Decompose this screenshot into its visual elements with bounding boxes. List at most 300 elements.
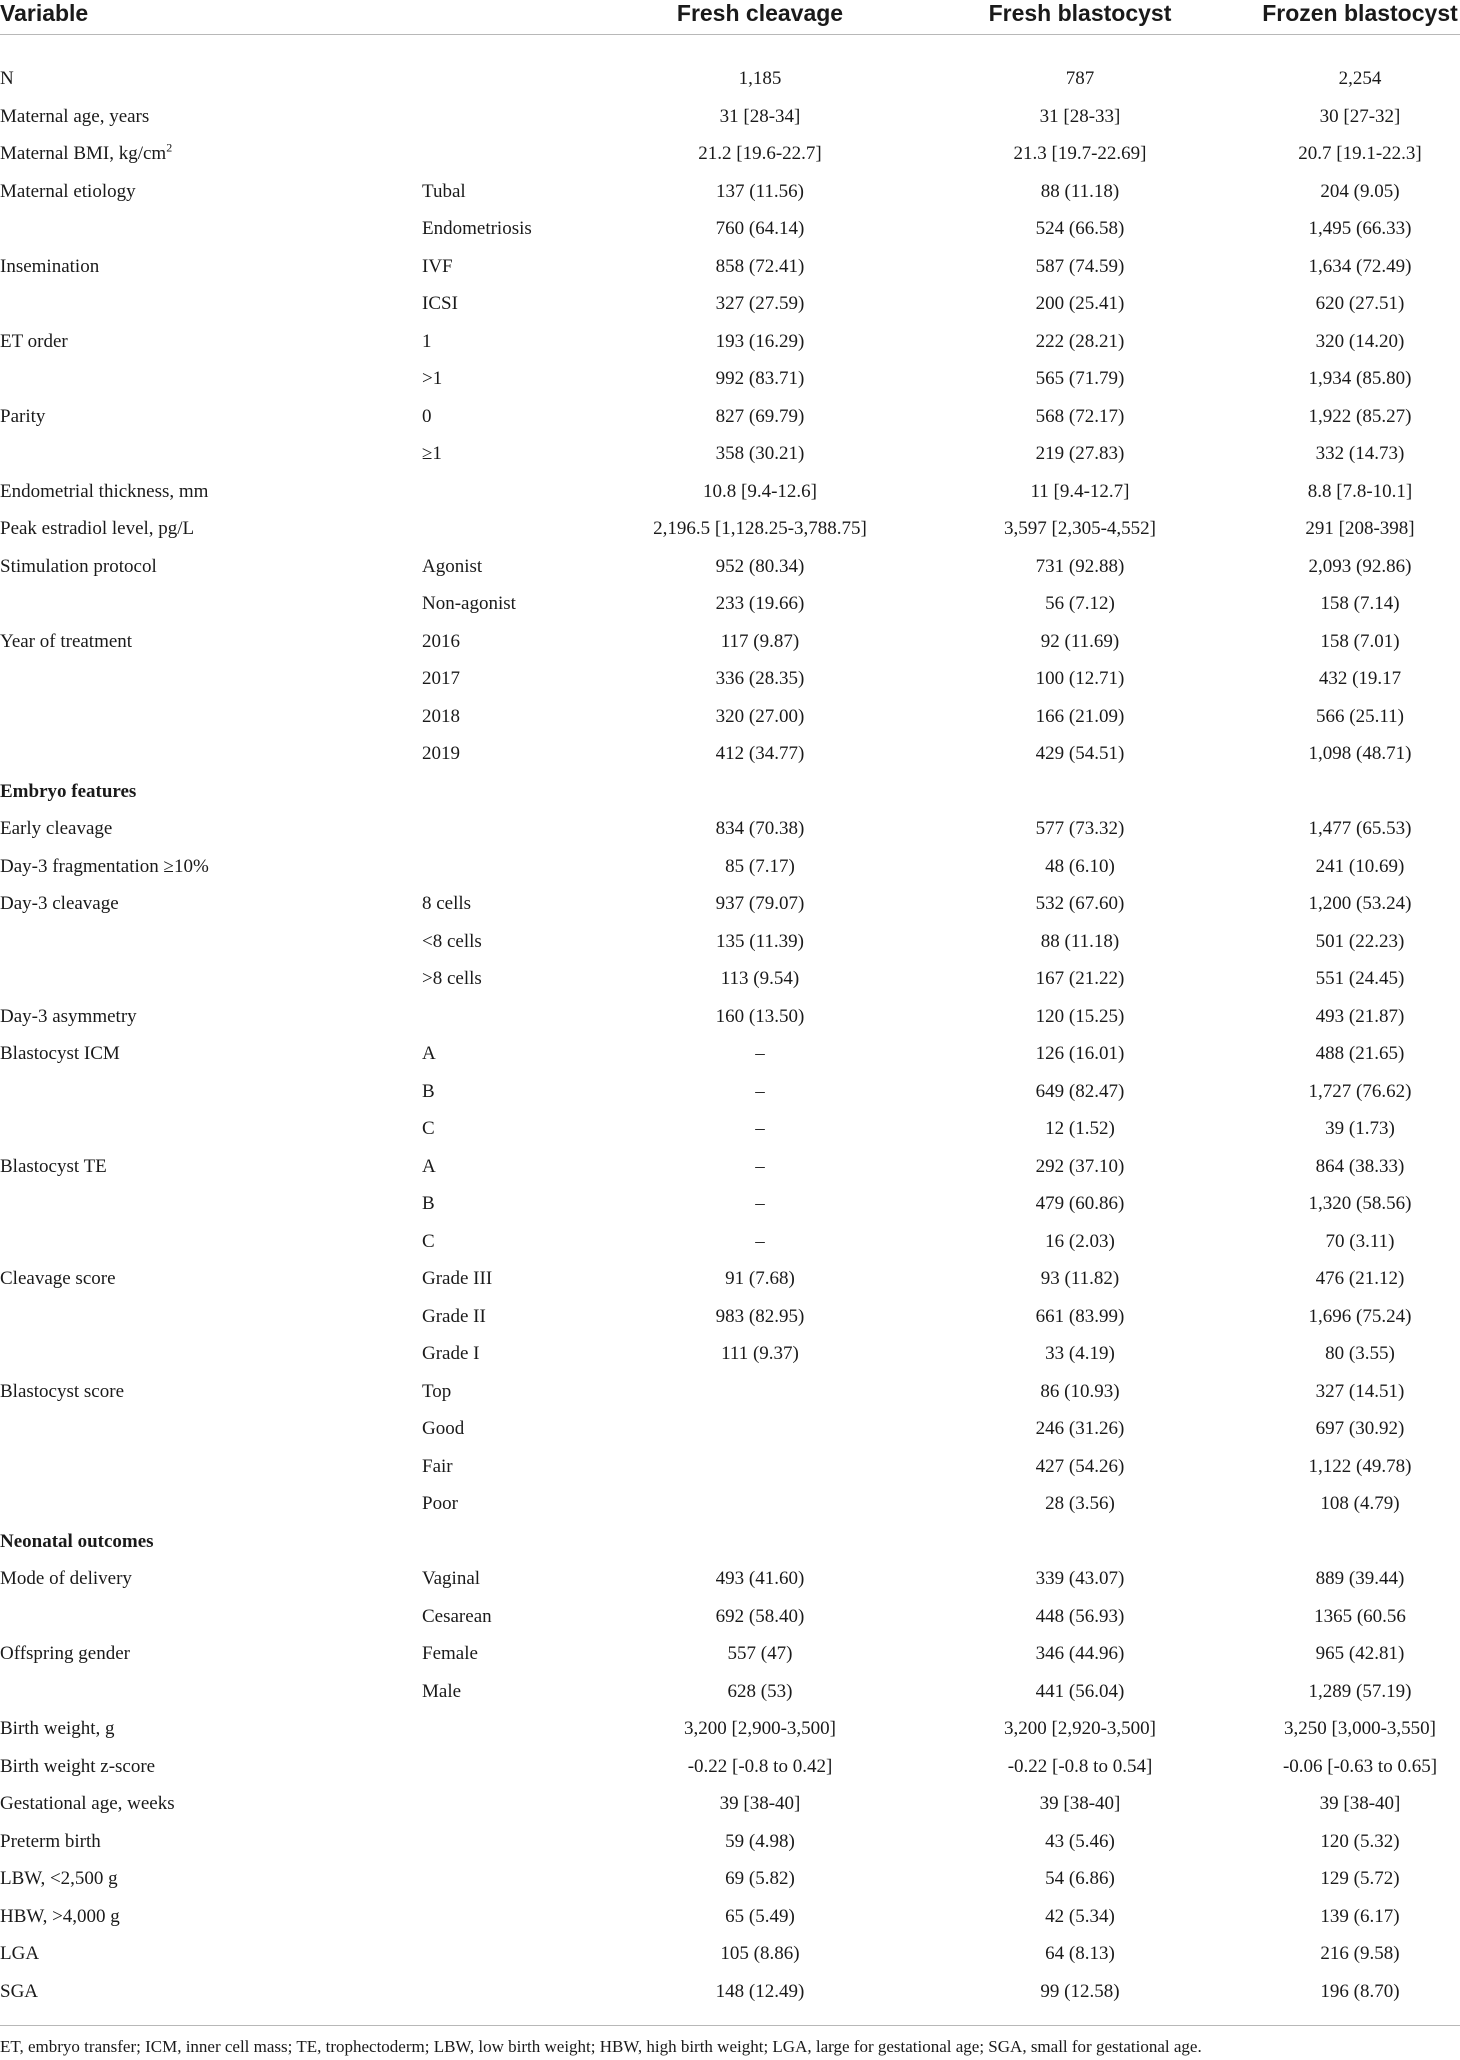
cell-frozen-blastocyst-text: 1,934 (85.80): [1308, 368, 1412, 389]
cell-fresh-blastocyst: [880, 289, 1280, 319]
cell-fresh-blastocyst-text: 126 (16.01): [1035, 1043, 1125, 1064]
cell-variable-text: Blastocyst ICM: [0, 1043, 120, 1064]
cell-frozen-blastocyst: [1230, 252, 1460, 282]
cell-variable-text: Early cleavage: [0, 818, 113, 839]
cell-level: [422, 664, 460, 694]
cell-frozen-blastocyst: [1230, 852, 1460, 882]
cell-variable-text: Maternal BMI, kg/cm: [0, 143, 167, 164]
table-row: [0, 1677, 1460, 1715]
section-header-row: [0, 1527, 1460, 1565]
cell-fresh-blastocyst-text: 99 (12.58): [1040, 1980, 1120, 2002]
cell-frozen-blastocyst: [1230, 1264, 1460, 1294]
cell-frozen-blastocyst: [1230, 1602, 1460, 1632]
cell-frozen-blastocyst-text: 488 (21.65): [1315, 1043, 1405, 1064]
cell-frozen-blastocyst-text: 216 (9.58): [1320, 1943, 1400, 1964]
cell-frozen-blastocyst: [1230, 177, 1460, 207]
cell-fresh-blastocyst-text: 577 (73.32): [1035, 818, 1125, 839]
cell-frozen-blastocyst-text: 1,122 (49.78): [1308, 1455, 1412, 1477]
cell-fresh-blastocyst-text: 100 (12.71): [1035, 668, 1125, 689]
cell-level: [422, 552, 482, 582]
cell-fresh-blastocyst-text: 31 [28-33]: [1039, 105, 1121, 127]
cell-fresh-blastocyst: [880, 1227, 1280, 1257]
table-row: [0, 1564, 1460, 1602]
cell-fresh-cleavage-text: -0.22 [-0.8 to 0.42]: [687, 1755, 833, 1777]
cell-fresh-cleavage-text: –: [755, 1118, 765, 1139]
cell-frozen-blastocyst: [1230, 1827, 1460, 1857]
table-row: [0, 364, 1460, 402]
cell-fresh-cleavage-text: 937 (79.07): [715, 893, 805, 914]
cell-fresh-cleavage-text: 327 (27.59): [715, 293, 805, 314]
cell-frozen-blastocyst-text: 1,696 (75.24): [1308, 1305, 1412, 1327]
cell-frozen-blastocyst-text: 1,495 (66.33): [1308, 218, 1412, 239]
cell-frozen-blastocyst-text: 1,289 (57.19): [1308, 1680, 1412, 1702]
cell-fresh-cleavage-text: –: [755, 1155, 765, 1177]
cell-fresh-blastocyst: [880, 1377, 1280, 1407]
cell-variable-text: Maternal age, years: [0, 105, 150, 127]
cell-frozen-blastocyst-text: 327 (14.51): [1315, 1380, 1405, 1402]
cell-fresh-blastocyst: [880, 139, 1280, 169]
cell-variable: [0, 327, 68, 357]
cell-fresh-cleavage-text: 160 (13.50): [715, 1005, 805, 1027]
cell-fresh-blastocyst: [880, 1564, 1280, 1594]
cell-fresh-cleavage-text: 233 (19.66): [715, 593, 805, 614]
table-row: [0, 1227, 1460, 1265]
cell-fresh-blastocyst: [880, 214, 1280, 244]
cell-level: [422, 439, 442, 469]
cell-level: [422, 402, 432, 432]
cell-variable-text: Day-3 fragmentation ≥10%: [0, 855, 209, 877]
table-body: [0, 64, 1460, 2014]
cell-fresh-blastocyst: [880, 664, 1280, 694]
cell-level-text: Grade II: [422, 1305, 486, 1327]
cell-frozen-blastocyst: [1230, 1189, 1460, 1219]
cell-fresh-blastocyst: [880, 627, 1280, 657]
cell-fresh-cleavage-text: 65 (5.49): [725, 1905, 795, 1927]
cell-fresh-blastocyst-text: -0.22 [-0.8 to 0.54]: [1007, 1755, 1153, 1777]
cell-variable-text: Mode of delivery: [0, 1568, 132, 1589]
cell-level: [422, 252, 453, 282]
cell-frozen-blastocyst: [1230, 1302, 1460, 1332]
cell-fresh-cleavage-text: 137 (11.56): [716, 180, 804, 202]
cell-fresh-blastocyst: [880, 252, 1280, 282]
cell-frozen-blastocyst: [1230, 1452, 1460, 1482]
table-row: [0, 1939, 1460, 1977]
cell-variable: [0, 777, 136, 807]
cell-frozen-blastocyst: [1230, 1339, 1460, 1369]
table-row: [0, 252, 1460, 290]
cell-level: [422, 327, 432, 357]
cell-frozen-blastocyst-text: 8.8 [7.8-10.1]: [1307, 480, 1413, 502]
cell-frozen-blastocyst: [1230, 1564, 1460, 1594]
cell-fresh-blastocyst: [880, 964, 1280, 994]
cell-fresh-blastocyst-text: 64 (8.13): [1045, 1943, 1115, 1964]
cell-frozen-blastocyst-text: 551 (24.45): [1315, 968, 1405, 989]
cell-frozen-blastocyst-text: 120 (5.32): [1320, 1830, 1400, 1852]
cell-level-text: Vaginal: [422, 1568, 481, 1589]
cell-fresh-blastocyst-text: 166 (21.09): [1035, 705, 1125, 727]
cell-fresh-blastocyst: [880, 1452, 1280, 1482]
cell-fresh-cleavage-text: 148 (12.49): [715, 1980, 805, 2002]
cell-variable: [0, 102, 149, 132]
cell-variable-text: Blastocyst score: [0, 1380, 125, 1402]
cell-fresh-cleavage-text: 1,185: [738, 68, 782, 89]
cell-variable: [0, 814, 112, 844]
cell-level: [422, 1377, 451, 1407]
cell-variable-text: Preterm birth: [0, 1830, 101, 1852]
cell-frozen-blastocyst: [1230, 1114, 1460, 1144]
cell-level-text: Cesarean: [422, 1605, 492, 1627]
cell-fresh-blastocyst: [880, 64, 1280, 94]
cell-fresh-blastocyst-text: 12 (1.52): [1045, 1118, 1115, 1139]
cell-fresh-blastocyst: [880, 1902, 1280, 1932]
cell-frozen-blastocyst: [1230, 214, 1460, 244]
cell-fresh-cleavage-text: 113 (9.54): [720, 968, 800, 989]
cell-level-text: 2018: [422, 705, 460, 727]
cell-fresh-cleavage-text: 10.8 [9.4-12.6]: [703, 480, 817, 502]
header-fresh-blastocyst: Fresh blastocyst: [988, 0, 1172, 26]
cell-variable-text: ET order: [0, 330, 68, 352]
cell-level-text: 2017: [422, 668, 460, 689]
cell-fresh-cleavage-text: 760 (64.14): [715, 218, 805, 239]
header-frozen-blastocyst: Frozen blastocyst: [1262, 0, 1458, 26]
cell-fresh-blastocyst-text: 93 (11.82): [1040, 1268, 1120, 1289]
cell-frozen-blastocyst: [1230, 477, 1460, 507]
cell-fresh-blastocyst-text: 11 [9.4-12.7]: [1030, 480, 1130, 502]
table-row: [0, 139, 1460, 177]
cell-fresh-cleavage-text: –: [755, 1193, 765, 1214]
cell-fresh-cleavage-text: 412 (34.77): [715, 743, 805, 764]
cell-variable-text: Parity: [0, 405, 46, 427]
cell-level: [422, 1189, 435, 1219]
cell-level-text: <8 cells: [422, 930, 482, 952]
cell-frozen-blastocyst-text: 566 (25.11): [1316, 705, 1404, 727]
cell-fresh-blastocyst-text: 731 (92.88): [1035, 555, 1125, 577]
cell-fresh-cleavage-text: 135 (11.39): [716, 930, 804, 952]
cell-frozen-blastocyst-text: 20.7 [19.1-22.3]: [1298, 143, 1422, 164]
table-row: [0, 852, 1460, 890]
cell-variable: [0, 1564, 132, 1594]
header-fresh-cleavage: Fresh cleavage: [676, 0, 844, 26]
cell-variable-text: HBW, >4,000 g: [0, 1905, 120, 1927]
cell-fresh-blastocyst: [880, 1827, 1280, 1857]
cell-variable-text: LGA: [0, 1943, 40, 1964]
cell-fresh-blastocyst: [880, 364, 1280, 394]
cell-level: [422, 927, 482, 957]
cell-fresh-blastocyst-text: 346 (44.96): [1035, 1643, 1125, 1664]
cell-frozen-blastocyst: [1230, 1939, 1460, 1969]
cell-variable-text: Day-3 asymmetry: [0, 1005, 137, 1027]
cell-level: [422, 1564, 480, 1594]
table-row: [0, 1002, 1460, 1040]
cell-variable-text: Gestational age, weeks: [0, 1793, 175, 1814]
table-row: [0, 552, 1460, 590]
cell-level-text: Poor: [422, 1493, 458, 1514]
cell-variable-text: Year of treatment: [0, 630, 133, 652]
cell-variable: [0, 1264, 116, 1294]
cell-frozen-blastocyst: [1230, 1414, 1460, 1444]
cell-fresh-blastocyst-text: 787: [1065, 68, 1095, 89]
cell-fresh-cleavage-text: 105 (8.86): [720, 1943, 800, 1964]
cell-frozen-blastocyst-text: 1,477 (65.53): [1308, 818, 1412, 839]
cell-frozen-blastocyst-text: 39 [38-40]: [1319, 1793, 1401, 1814]
cell-frozen-blastocyst: [1230, 364, 1460, 394]
cell-variable: [0, 1527, 154, 1557]
cell-level: [422, 1489, 458, 1519]
cell-level: [422, 1264, 492, 1294]
cell-fresh-blastocyst: [880, 1714, 1280, 1744]
table-row: [0, 402, 1460, 440]
cell-level-text: Top: [422, 1380, 452, 1402]
table-row: [0, 964, 1460, 1002]
cell-level: [422, 1114, 435, 1144]
cell-fresh-blastocyst: [880, 1302, 1280, 1332]
cell-variable: [0, 1002, 137, 1032]
cell-fresh-cleavage-text: 557 (47): [727, 1643, 793, 1664]
table-row: [0, 1414, 1460, 1452]
cell-level-text: Grade I: [422, 1343, 480, 1364]
table-row: [0, 514, 1460, 552]
cell-variable-text: Day-3 cleavage: [0, 893, 119, 914]
cell-fresh-blastocyst-text: 429 (54.51): [1035, 743, 1125, 764]
cell-frozen-blastocyst-text: 1,320 (58.56): [1308, 1193, 1412, 1214]
unit-superscript: 2: [166, 140, 173, 155]
cell-variable: [0, 177, 136, 207]
cell-frozen-blastocyst: [1230, 1677, 1460, 1707]
table-row: [0, 1902, 1460, 1940]
cell-variable-text: Blastocyst TE: [0, 1155, 107, 1177]
table-row: [0, 1077, 1460, 1115]
table-row: [0, 1977, 1460, 2015]
cell-level-text: Fair: [422, 1455, 453, 1477]
table-row: [0, 1602, 1460, 1640]
table-row: [0, 702, 1460, 740]
cell-frozen-blastocyst: [1230, 1639, 1460, 1669]
cell-fresh-blastocyst: [880, 514, 1280, 544]
cell-frozen-blastocyst: [1230, 964, 1460, 994]
cell-variable: [0, 1152, 107, 1182]
cell-fresh-cleavage-text: 320 (27.00): [715, 705, 805, 727]
cell-level: [422, 964, 482, 994]
cell-fresh-blastocyst-text: 479 (60.86): [1035, 1193, 1125, 1214]
cell-frozen-blastocyst-text: 196 (8.70): [1320, 1980, 1400, 2002]
cell-variable: [0, 1789, 175, 1819]
cell-variable: [0, 1752, 155, 1782]
cell-frozen-blastocyst-text: 108 (4.79): [1320, 1493, 1400, 1514]
cell-fresh-cleavage-text: 628 (53): [727, 1680, 793, 1702]
cell-frozen-blastocyst: [1230, 664, 1460, 694]
cell-variable-text: Maternal etiology: [0, 180, 136, 202]
table-row: [0, 589, 1460, 627]
cell-level: [422, 702, 460, 732]
cell-frozen-blastocyst: [1230, 1977, 1460, 2007]
table-row: [0, 477, 1460, 515]
cell-fresh-blastocyst: [880, 1077, 1280, 1107]
cell-frozen-blastocyst-text: 291 [208-398]: [1305, 518, 1415, 539]
cell-frozen-blastocyst: [1230, 289, 1460, 319]
table-row: [0, 102, 1460, 140]
cell-variable-text: Peak estradiol level, pg/L: [0, 518, 195, 539]
table-row: [0, 889, 1460, 927]
header-variable: Variable: [0, 0, 89, 26]
cell-level: [422, 1414, 464, 1444]
cell-level-text: >1: [422, 368, 443, 389]
cell-fresh-cleavage-text: –: [755, 1230, 765, 1252]
cell-frozen-blastocyst: [1230, 402, 1460, 432]
cell-fresh-blastocyst: [880, 1489, 1280, 1519]
cell-fresh-blastocyst-text: 587 (74.59): [1035, 255, 1125, 277]
cell-fresh-blastocyst-text: 246 (31.26): [1035, 1418, 1125, 1439]
cell-variable-text: SGA: [0, 1980, 39, 2002]
cell-frozen-blastocyst: [1230, 327, 1460, 357]
cell-level: [422, 1302, 486, 1332]
cell-fresh-blastocyst: [880, 1977, 1280, 2007]
cell-frozen-blastocyst-text: 80 (3.55): [1325, 1343, 1395, 1364]
table-row: [0, 1302, 1460, 1340]
cell-fresh-cleavage-text: 2,196.5 [1,128.25-3,788.75]: [653, 518, 867, 539]
table-row: [0, 1152, 1460, 1190]
cell-fresh-blastocyst: [880, 1039, 1280, 1069]
cell-variable-text: LBW, <2,500 g: [0, 1868, 118, 1889]
section-header-row: [0, 777, 1460, 815]
cell-frozen-blastocyst-text: 620 (27.51): [1315, 293, 1405, 314]
cell-level-text: Non-agonist: [422, 593, 516, 614]
table-row: [0, 1452, 1460, 1490]
cell-variable-text: Stimulation protocol: [0, 555, 157, 577]
cell-variable: [0, 1714, 115, 1744]
cell-frozen-blastocyst: [1230, 739, 1460, 769]
cell-variable: [0, 1039, 120, 1069]
cell-fresh-blastocyst: [880, 1114, 1280, 1144]
cell-frozen-blastocyst: [1230, 1902, 1460, 1932]
cell-fresh-blastocyst: [880, 1264, 1280, 1294]
cell-fresh-blastocyst-text: 88 (11.18): [1040, 930, 1120, 952]
cell-frozen-blastocyst: [1230, 1789, 1460, 1819]
cell-fresh-cleavage-text: 858 (72.41): [715, 255, 805, 277]
cell-fresh-blastocyst: [880, 739, 1280, 769]
cell-fresh-blastocyst-text: 43 (5.46): [1045, 1830, 1115, 1852]
cell-frozen-blastocyst-text: 129 (5.72): [1320, 1868, 1400, 1889]
cell-variable-text: N: [0, 68, 14, 89]
cell-variable: [0, 64, 14, 94]
cell-level-text: Endometriosis: [422, 218, 532, 239]
cell-fresh-blastocyst: [880, 1752, 1280, 1782]
cell-fresh-blastocyst-text: 649 (82.47): [1035, 1080, 1125, 1102]
cell-fresh-cleavage-text: 336 (28.35): [715, 668, 805, 689]
table-row: [0, 439, 1460, 477]
cell-variable: [0, 1902, 120, 1932]
cell-fresh-blastocyst: [880, 1602, 1280, 1632]
table-row: [0, 739, 1460, 777]
cell-fresh-blastocyst: [880, 439, 1280, 469]
cell-fresh-cleavage-text: 117 (9.87): [720, 630, 800, 652]
cell-frozen-blastocyst: [1230, 589, 1460, 619]
cell-fresh-blastocyst-text: 92 (11.69): [1040, 630, 1120, 652]
cell-frozen-blastocyst-text: 501 (22.23): [1315, 930, 1405, 952]
cell-variable: [0, 402, 45, 432]
cell-fresh-blastocyst-text: 524 (66.58): [1035, 218, 1125, 239]
cell-variable-text: Offspring gender: [0, 1643, 130, 1664]
table-row: [0, 1339, 1460, 1377]
cell-level: [422, 1227, 435, 1257]
cell-fresh-blastocyst-text: 48 (6.10): [1045, 855, 1115, 877]
cell-level-text: 1: [422, 330, 432, 352]
cell-frozen-blastocyst-text: 965 (42.81): [1315, 1643, 1405, 1664]
cell-variable-text: Birth weight z-score: [0, 1755, 156, 1777]
cell-fresh-blastocyst: [880, 402, 1280, 432]
cell-level-text: Tubal: [422, 180, 466, 202]
cell-fresh-blastocyst-text: 86 (10.93): [1040, 1380, 1120, 1402]
cell-fresh-blastocyst-text: 219 (27.83): [1035, 443, 1125, 464]
cell-frozen-blastocyst-text: 1,922 (85.27): [1308, 405, 1412, 427]
cell-frozen-blastocyst: [1230, 1152, 1460, 1182]
cell-fresh-cleavage-text: 91 (7.68): [725, 1268, 795, 1289]
cell-frozen-blastocyst-text: 1,098 (48.71): [1308, 743, 1412, 764]
cell-frozen-blastocyst-text: 697 (30.92): [1315, 1418, 1405, 1439]
cell-fresh-blastocyst-text: 16 (2.03): [1045, 1230, 1115, 1252]
cell-fresh-blastocyst: [880, 589, 1280, 619]
cell-fresh-blastocyst: [880, 327, 1280, 357]
table-row: [0, 1864, 1460, 1902]
cell-level-text: C: [422, 1118, 435, 1139]
cell-level: [422, 1452, 453, 1482]
cell-fresh-blastocyst-text: 3,597 [2,305-4,552]: [1004, 518, 1156, 539]
cell-variable: [0, 1827, 101, 1857]
cell-fresh-blastocyst-text: 33 (4.19): [1045, 1343, 1115, 1364]
cell-fresh-cleavage-text: –: [755, 1043, 765, 1064]
cell-fresh-blastocyst-text: 21.3 [19.7-22.69]: [1013, 143, 1147, 164]
cell-fresh-blastocyst-text: 661 (83.99): [1035, 1305, 1125, 1327]
cell-fresh-blastocyst: [880, 814, 1280, 844]
cell-fresh-cleavage-text: 31 [28-34]: [719, 105, 801, 127]
cell-level: [422, 889, 471, 919]
cell-variable: [0, 889, 119, 919]
cell-fresh-cleavage-text: 69 (5.82): [725, 1868, 795, 1889]
cell-variable-text: Endometrial thickness, mm: [0, 480, 209, 502]
cell-frozen-blastocyst-text: 1,727 (76.62): [1308, 1080, 1412, 1102]
cell-fresh-blastocyst-text: 427 (54.26): [1035, 1455, 1125, 1477]
table-row: [0, 177, 1460, 215]
cell-fresh-cleavage-text: 834 (70.38): [715, 818, 805, 839]
cell-level-text: Agonist: [422, 555, 483, 577]
table-row: [0, 1714, 1460, 1752]
cell-level: [422, 627, 460, 657]
cell-level-text: 8 cells: [422, 893, 472, 914]
cell-variable: [0, 552, 157, 582]
cell-variable: [0, 1977, 38, 2007]
cell-fresh-blastocyst-text: 441 (56.04): [1035, 1680, 1125, 1702]
table-row: [0, 289, 1460, 327]
cell-fresh-cleavage-text: 358 (30.21): [715, 443, 805, 464]
cell-frozen-blastocyst-text: 158 (7.01): [1320, 630, 1400, 652]
cell-level-text: B: [422, 1080, 435, 1102]
cell-fresh-blastocyst: [880, 1639, 1280, 1669]
cell-frozen-blastocyst: [1230, 1377, 1460, 1407]
cell-frozen-blastocyst-text: 204 (9.05): [1320, 180, 1400, 202]
cell-fresh-blastocyst: [880, 1789, 1280, 1819]
cell-fresh-blastocyst-text: 565 (71.79): [1035, 368, 1125, 389]
cell-frozen-blastocyst: [1230, 1489, 1460, 1519]
cell-frozen-blastocyst-text: 2,254: [1338, 68, 1382, 89]
table-row: [0, 1114, 1460, 1152]
cell-frozen-blastocyst-text: 241 (10.69): [1315, 855, 1405, 877]
cell-level-text: A: [422, 1043, 436, 1064]
cell-level-text: 0: [422, 405, 432, 427]
cell-fresh-cleavage-text: 21.2 [19.6-22.7]: [698, 143, 822, 164]
cell-variable: [0, 627, 132, 657]
table-row: [0, 64, 1460, 102]
cell-level-text: ≥1: [422, 443, 442, 464]
cell-variable-text: Birth weight, g: [0, 1718, 115, 1739]
